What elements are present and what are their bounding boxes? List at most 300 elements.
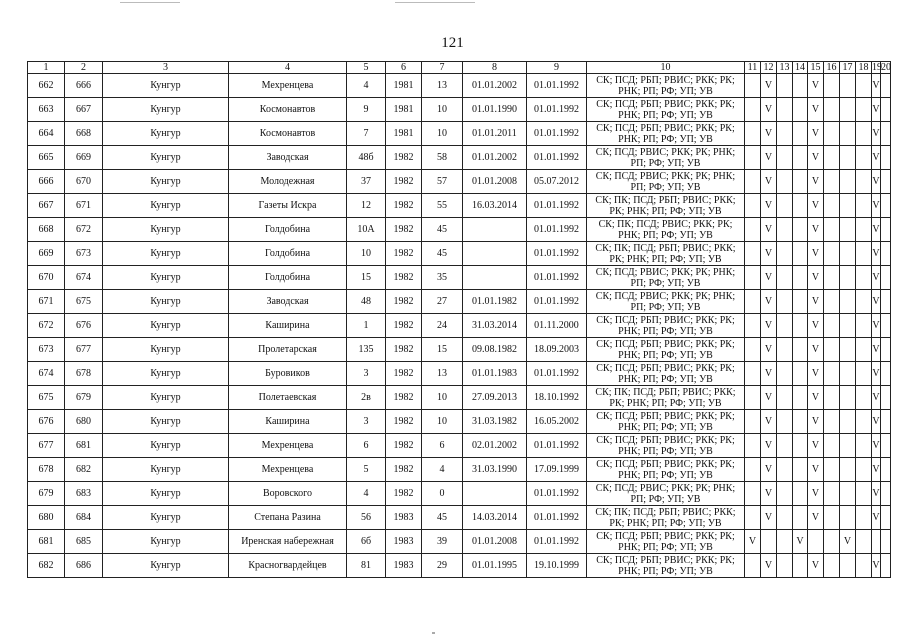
house-number-cell: 9 (347, 98, 386, 122)
services-list-cell: СК; ПСД; РБП; РВИС; РКК; РК; РНК; РП; РФ; УП; УВ (587, 74, 745, 98)
mark-cell-col12: V (761, 146, 777, 170)
mark-cell-col20 (881, 338, 891, 362)
services-list-cell: СК; ПСД; РВИС; РКК; РК; РНК; РП; РФ; УП; УВ (587, 482, 745, 506)
services-list-cell: СК; ПСД; РБП; РВИС; РКК; РК; РНК; РП; РФ; УП; УВ (587, 410, 745, 434)
mark-cell-col18 (856, 194, 872, 218)
mark-cell-col20 (881, 266, 891, 290)
table-row (28, 362, 891, 386)
row-index-cell: 673 (28, 338, 65, 362)
date-col9-cell: 05.07.2012 (527, 170, 587, 194)
date-col9-cell: 01.01.1992 (527, 218, 587, 242)
wear-percent-cell: 10 (422, 386, 463, 410)
mark-cell-col19: V (872, 434, 881, 458)
year-built-cell: 1981 (386, 74, 422, 98)
mark-cell-col13 (777, 458, 793, 482)
services-list-cell: СК; ПСД; РБП; РВИС; РКК; РК; РНК; РП; РФ; УП; УВ (587, 458, 745, 482)
mark-cell-col11: V (745, 530, 761, 554)
mark-cell-col19: V (872, 338, 881, 362)
street-cell: Пролетарская (229, 338, 347, 362)
street-cell: Воровского (229, 482, 347, 506)
mark-cell-col19: V (872, 410, 881, 434)
object-number-cell: 670 (65, 170, 103, 194)
table-row (28, 194, 891, 218)
date-col9-cell: 01.01.1992 (527, 434, 587, 458)
year-built-cell: 1981 (386, 122, 422, 146)
column-header-19: 19 (872, 62, 882, 73)
mark-cell-col11 (745, 434, 761, 458)
mark-cell-col11 (745, 290, 761, 314)
table-row (28, 338, 891, 362)
city-cell: Кунгур (103, 290, 229, 314)
date-col9-cell: 17.09.1999 (527, 458, 587, 482)
row-index-cell: 680 (28, 506, 65, 530)
mark-cell-col19: V (872, 146, 881, 170)
date-col8-cell: 01.01.2002 (463, 146, 527, 170)
mark-cell-col14 (793, 122, 808, 146)
wear-percent-cell: 35 (422, 266, 463, 290)
date-col8-cell: 01.01.2002 (463, 74, 527, 98)
mark-cell-col18 (856, 386, 872, 410)
wear-percent-cell: 29 (422, 554, 463, 578)
mark-cell-col18 (856, 74, 872, 98)
street-cell: Голдобина (229, 218, 347, 242)
wear-percent-cell: 10 (422, 410, 463, 434)
mark-cell-col15: V (808, 290, 824, 314)
city-cell: Кунгур (103, 170, 229, 194)
date-col9-cell: 01.01.1992 (527, 482, 587, 506)
mark-cell-col13 (777, 530, 793, 554)
date-col8-cell: 01.01.1995 (463, 554, 527, 578)
mark-cell-col13 (777, 122, 793, 146)
year-built-cell: 1982 (386, 242, 422, 266)
table-row (28, 554, 891, 578)
mark-cell-col19: V (872, 506, 881, 530)
street-cell: Космонавтов (229, 98, 347, 122)
mark-cell-col16 (824, 554, 840, 578)
object-number-cell: 669 (65, 146, 103, 170)
date-col8-cell (463, 482, 527, 506)
city-cell: Кунгур (103, 122, 229, 146)
date-col8-cell: 27.09.2013 (463, 386, 527, 410)
mark-cell-col13 (777, 266, 793, 290)
object-number-cell: 676 (65, 314, 103, 338)
street-cell: Молодежная (229, 170, 347, 194)
street-cell: Полетаевская (229, 386, 347, 410)
city-cell: Кунгур (103, 386, 229, 410)
mark-cell-col19: V (872, 290, 881, 314)
mark-cell-col16 (824, 362, 840, 386)
mark-cell-col11 (745, 146, 761, 170)
mark-cell-col12: V (761, 362, 777, 386)
mark-cell-col19: V (872, 122, 881, 146)
mark-cell-col11 (745, 458, 761, 482)
year-built-cell: 1982 (386, 218, 422, 242)
wear-percent-cell: 15 (422, 338, 463, 362)
mark-cell-col11 (745, 266, 761, 290)
mark-cell-col17 (840, 266, 856, 290)
mark-cell-col18 (856, 362, 872, 386)
date-col9-cell: 01.01.1992 (527, 266, 587, 290)
mark-cell-col11 (745, 506, 761, 530)
mark-cell-col16 (824, 194, 840, 218)
mark-cell-col14 (793, 98, 808, 122)
year-built-cell: 1982 (386, 362, 422, 386)
mark-cell-col12 (761, 530, 777, 554)
city-cell: Кунгур (103, 530, 229, 554)
mark-cell-col17 (840, 386, 856, 410)
row-index-cell: 674 (28, 362, 65, 386)
house-number-cell: 56 (347, 506, 386, 530)
mark-cell-col20 (881, 74, 891, 98)
mark-cell-col20 (881, 458, 891, 482)
mark-cell-col14 (793, 338, 808, 362)
table-row (28, 506, 891, 530)
mark-cell-col14 (793, 266, 808, 290)
mark-cell-col12: V (761, 506, 777, 530)
year-built-cell: 1982 (386, 458, 422, 482)
mark-cell-col12: V (761, 218, 777, 242)
date-col8-cell: 16.03.2014 (463, 194, 527, 218)
mark-cell-col19: V (872, 74, 881, 98)
mark-cell-col12: V (761, 338, 777, 362)
year-built-cell: 1982 (386, 338, 422, 362)
wear-percent-cell: 10 (422, 122, 463, 146)
mark-cell-col17 (840, 194, 856, 218)
mark-cell-col14 (793, 434, 808, 458)
mark-cell-col12: V (761, 482, 777, 506)
mark-cell-col19: V (872, 170, 881, 194)
mark-cell-col15: V (808, 482, 824, 506)
city-cell: Кунгур (103, 242, 229, 266)
street-cell: Мехренцева (229, 458, 347, 482)
object-number-cell: 678 (65, 362, 103, 386)
mark-cell-col18 (856, 98, 872, 122)
column-header-12: 12 (761, 62, 777, 74)
mark-cell-col17 (840, 98, 856, 122)
wear-percent-cell: 13 (422, 362, 463, 386)
scan-edge-mark (120, 2, 180, 3)
city-cell: Кунгур (103, 74, 229, 98)
mark-cell-col18 (856, 122, 872, 146)
services-list-cell: СК; ПСД; РБП; РВИС; РКК; РК; РНК; РП; РФ; УП; УВ (587, 554, 745, 578)
mark-cell-col17 (840, 482, 856, 506)
table-row (28, 242, 891, 266)
mark-cell-col20 (881, 554, 891, 578)
house-number-cell: 12 (347, 194, 386, 218)
mark-cell-col14 (793, 410, 808, 434)
mark-cell-col17 (840, 338, 856, 362)
mark-cell-col12: V (761, 434, 777, 458)
house-number-cell: 10А (347, 218, 386, 242)
object-number-cell: 683 (65, 482, 103, 506)
street-cell: Голдобина (229, 266, 347, 290)
mark-cell-col15: V (808, 146, 824, 170)
mark-cell-col16 (824, 410, 840, 434)
mark-cell-col20 (881, 290, 891, 314)
date-col9-cell: 01.01.1992 (527, 98, 587, 122)
wear-percent-cell: 10 (422, 98, 463, 122)
column-header-1: 1 (28, 62, 65, 74)
services-list-cell: СК; ПСД; РБП; РВИС; РКК; РК; РНК; РП; РФ; УП; УВ (587, 434, 745, 458)
mark-cell-col18 (856, 290, 872, 314)
mark-cell-col18 (856, 482, 872, 506)
house-number-cell: 3 (347, 410, 386, 434)
mark-cell-col14 (793, 194, 808, 218)
mark-cell-col13 (777, 290, 793, 314)
date-col9-cell: 01.01.1992 (527, 194, 587, 218)
mark-cell-col14: V (793, 530, 808, 554)
wear-percent-cell: 45 (422, 218, 463, 242)
street-cell: Каширина (229, 314, 347, 338)
object-number-cell: 671 (65, 194, 103, 218)
table-row (28, 530, 891, 554)
mark-cell-col13 (777, 482, 793, 506)
wear-percent-cell: 45 (422, 242, 463, 266)
date-col8-cell (463, 242, 527, 266)
column-header-20: 20 (881, 62, 891, 73)
city-cell: Кунгур (103, 266, 229, 290)
mark-cell-col20 (881, 482, 891, 506)
object-number-cell: 677 (65, 338, 103, 362)
city-cell: Кунгур (103, 314, 229, 338)
mark-cell-col19: V (872, 362, 881, 386)
mark-cell-col12: V (761, 74, 777, 98)
date-col9-cell: 18.10.1992 (527, 386, 587, 410)
year-built-cell: 1983 (386, 506, 422, 530)
column-header-7: 7 (422, 62, 463, 74)
mark-cell-col14 (793, 554, 808, 578)
mark-cell-col12: V (761, 458, 777, 482)
row-index-cell: 677 (28, 434, 65, 458)
mark-cell-col11 (745, 218, 761, 242)
services-list-cell: СК; ПСД; РБП; РВИС; РКК; РК; РНК; РП; РФ; УП; УВ (587, 530, 745, 554)
mark-cell-col17 (840, 362, 856, 386)
house-number-cell: 6б (347, 530, 386, 554)
mark-cell-col20 (881, 314, 891, 338)
services-list-cell: СК; ПСД; РВИС; РКК; РК; РНК; РП; РФ; УП; УВ (587, 266, 745, 290)
date-col8-cell: 01.01.1990 (463, 98, 527, 122)
mark-cell-col20 (881, 218, 891, 242)
mark-cell-col12: V (761, 98, 777, 122)
row-index-cell: 672 (28, 314, 65, 338)
year-built-cell: 1982 (386, 194, 422, 218)
mark-cell-col20 (881, 170, 891, 194)
page-number: 121 (441, 35, 464, 51)
mark-cell-col17 (840, 290, 856, 314)
mark-cell-col20 (881, 98, 891, 122)
city-cell: Кунгур (103, 410, 229, 434)
mark-cell-col18 (856, 554, 872, 578)
mark-cell-col15: V (808, 338, 824, 362)
date-col9-cell: 19.10.1999 (527, 554, 587, 578)
wear-percent-cell: 39 (422, 530, 463, 554)
mark-cell-col16 (824, 266, 840, 290)
table-body (28, 74, 891, 578)
house-number-cell: 6 (347, 434, 386, 458)
year-built-cell: 1982 (386, 482, 422, 506)
mark-cell-col16 (824, 506, 840, 530)
house-number-cell: 10 (347, 242, 386, 266)
mark-cell-col18 (856, 170, 872, 194)
services-list-cell: СК; ПСД; РБП; РВИС; РКК; РК; РНК; РП; РФ; УП; УВ (587, 98, 745, 122)
mark-cell-col18 (856, 338, 872, 362)
date-col8-cell: 02.01.2002 (463, 434, 527, 458)
city-cell: Кунгур (103, 434, 229, 458)
mark-cell-col11 (745, 410, 761, 434)
mark-cell-col15: V (808, 314, 824, 338)
object-number-cell: 679 (65, 386, 103, 410)
column-header-6: 6 (386, 62, 422, 74)
mark-cell-col14 (793, 458, 808, 482)
mark-cell-col15: V (808, 98, 824, 122)
row-index-cell: 663 (28, 98, 65, 122)
mark-cell-col17 (840, 170, 856, 194)
mark-cell-col11 (745, 98, 761, 122)
mark-cell-col19: V (872, 98, 881, 122)
table-row (28, 122, 891, 146)
mark-cell-col16 (824, 434, 840, 458)
mark-cell-col11 (745, 194, 761, 218)
object-number-cell: 684 (65, 506, 103, 530)
mark-cell-col17 (840, 146, 856, 170)
wear-percent-cell: 6 (422, 434, 463, 458)
table-row (28, 386, 891, 410)
scan-edge-mark (395, 2, 475, 3)
mark-cell-col13 (777, 146, 793, 170)
house-number-cell: 5 (347, 458, 386, 482)
mark-cell-col15: V (808, 362, 824, 386)
mark-cell-col17 (840, 218, 856, 242)
mark-cell-col12: V (761, 266, 777, 290)
street-cell: Каширина (229, 410, 347, 434)
mark-cell-col13 (777, 386, 793, 410)
street-cell: Заводская (229, 290, 347, 314)
city-cell: Кунгур (103, 98, 229, 122)
city-cell: Кунгур (103, 146, 229, 170)
mark-cell-col11 (745, 74, 761, 98)
date-col8-cell: 31.03.2014 (463, 314, 527, 338)
mark-cell-col17 (840, 434, 856, 458)
mark-cell-col14 (793, 170, 808, 194)
mark-cell-col18 (856, 146, 872, 170)
table-row (28, 266, 891, 290)
column-header-15: 15 (808, 62, 824, 74)
wear-percent-cell: 4 (422, 458, 463, 482)
date-col9-cell: 01.01.1992 (527, 362, 587, 386)
mark-cell-col17 (840, 458, 856, 482)
table-row (28, 410, 891, 434)
table-row (28, 146, 891, 170)
mark-cell-col15: V (808, 506, 824, 530)
mark-cell-col18 (856, 314, 872, 338)
row-index-cell: 675 (28, 386, 65, 410)
mark-cell-col18 (856, 266, 872, 290)
mark-cell-col14 (793, 146, 808, 170)
services-list-cell: СК; ПК; ПСД; РБП; РВИС; РКК; РК; РНК; РП; РФ; УП; УВ (587, 242, 745, 266)
mark-cell-col15: V (808, 218, 824, 242)
year-built-cell: 1982 (386, 146, 422, 170)
house-number-cell: 48б (347, 146, 386, 170)
mark-cell-col15: V (808, 122, 824, 146)
mark-cell-col13 (777, 506, 793, 530)
mark-cell-col16 (824, 74, 840, 98)
mark-cell-col14 (793, 242, 808, 266)
mark-cell-col17: V (840, 530, 856, 554)
mark-cell-col11 (745, 482, 761, 506)
mark-cell-col20 (881, 410, 891, 434)
city-cell: Кунгур (103, 458, 229, 482)
column-number-row (28, 62, 891, 74)
row-index-cell: 664 (28, 122, 65, 146)
date-col9-cell: 16.05.2002 (527, 410, 587, 434)
services-list-cell: СК; ПСД; РБП; РВИС; РКК; РК; РНК; РП; РФ; УП; УВ (587, 338, 745, 362)
scan-speck (432, 632, 435, 634)
mark-cell-col19: V (872, 266, 881, 290)
object-number-cell: 668 (65, 122, 103, 146)
wear-percent-cell: 13 (422, 74, 463, 98)
mark-cell-col12: V (761, 122, 777, 146)
mark-cell-col14 (793, 506, 808, 530)
mark-cell-col16 (824, 242, 840, 266)
row-index-cell: 682 (28, 554, 65, 578)
wear-percent-cell: 24 (422, 314, 463, 338)
table-row (28, 314, 891, 338)
object-number-cell: 674 (65, 266, 103, 290)
date-col9-cell: 01.01.1992 (527, 290, 587, 314)
date-col8-cell (463, 266, 527, 290)
column-header-9: 9 (527, 62, 587, 74)
mark-cell-col18 (856, 218, 872, 242)
date-col9-cell: 01.01.1992 (527, 242, 587, 266)
object-number-cell: 666 (65, 74, 103, 98)
mark-cell-col14 (793, 290, 808, 314)
mark-cell-col11 (745, 314, 761, 338)
mark-cell-col13 (777, 434, 793, 458)
mark-cell-col12: V (761, 170, 777, 194)
street-cell: Мехренцева (229, 74, 347, 98)
row-index-cell: 676 (28, 410, 65, 434)
mark-cell-col19: V (872, 218, 881, 242)
mark-cell-col13 (777, 410, 793, 434)
mark-cell-col19: V (872, 194, 881, 218)
date-col8-cell: 14.03.2014 (463, 506, 527, 530)
column-header-11: 11 (745, 62, 761, 74)
mark-cell-col12: V (761, 554, 777, 578)
city-cell: Кунгур (103, 482, 229, 506)
year-built-cell: 1982 (386, 410, 422, 434)
object-number-cell: 672 (65, 218, 103, 242)
mark-cell-col16 (824, 458, 840, 482)
services-list-cell: СК; ПСД; РВИС; РКК; РК; РНК; РП; РФ; УП; УВ (587, 146, 745, 170)
mark-cell-col13 (777, 314, 793, 338)
column-header-18: 18 (856, 62, 872, 74)
row-index-cell: 671 (28, 290, 65, 314)
mark-cell-col13 (777, 98, 793, 122)
city-cell: Кунгур (103, 338, 229, 362)
date-col9-cell: 01.01.1992 (527, 122, 587, 146)
mark-cell-col18 (856, 506, 872, 530)
wear-percent-cell: 0 (422, 482, 463, 506)
row-index-cell: 669 (28, 242, 65, 266)
mark-cell-col20 (881, 434, 891, 458)
house-number-cell: 4 (347, 482, 386, 506)
mark-cell-col13 (777, 338, 793, 362)
mark-cell-col16 (824, 386, 840, 410)
house-number-cell: 81 (347, 554, 386, 578)
mark-cell-col17 (840, 506, 856, 530)
house-number-cell: 15 (347, 266, 386, 290)
wear-percent-cell: 27 (422, 290, 463, 314)
